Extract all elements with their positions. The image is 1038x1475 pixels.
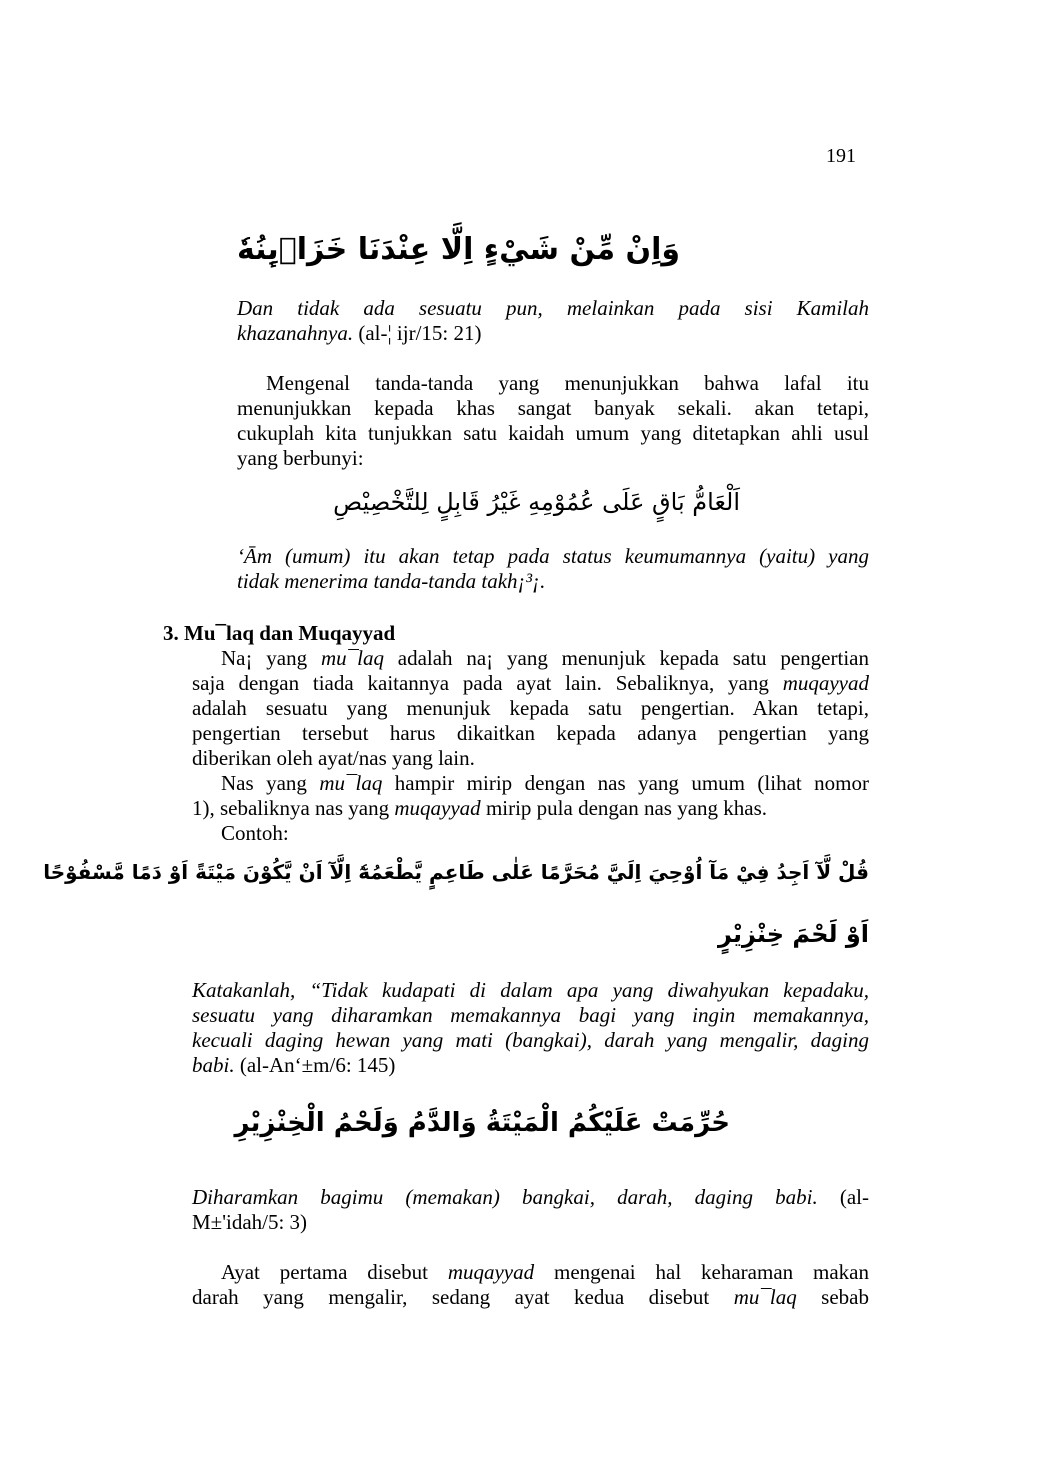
verse-2-arabic-line-1: قُلْ لَّآ اَجِدُ فِيْ مَآ اُوْحِيَ اِلَيَّ مُحَرَّمًا عَلٰى طَاعِمٍ يَّطْعَمُهٗٓ اِلَّآ اَنْ يَّكُوْنَ مَيْتَةً اَوْ دَمًا مَّسْفُوْحًا xyxy=(43,860,869,884)
term-mutlaq: mu¯laq xyxy=(319,771,383,795)
paragraph-line: pengertian tersebut harus dikaitkan kepada adanya pengertian yang xyxy=(192,721,869,745)
paragraph-line: adalah sesuatu yang menunjuk kepada satu pengertian. Akan tetapi, xyxy=(192,696,869,720)
text-run: hampir mirip dengan nas yang umum (lihat nomor xyxy=(382,771,870,795)
example-label: Contoh: xyxy=(221,821,289,845)
text-run: sebab xyxy=(796,1285,869,1309)
verse-1-translation xyxy=(237,296,869,346)
verse-2-reference: (al-An‘±m/6: 145) xyxy=(234,1053,396,1077)
term-muqayyad: muqayyad xyxy=(447,1260,535,1284)
verse-2-translation-line: sesuatu yang diharamkan memakannya bagi yang ingin memakannya, xyxy=(192,1003,869,1027)
paragraph-comparison xyxy=(192,771,869,846)
text-run: darah yang mengalir, sedang ayat kedua disebut xyxy=(192,1285,734,1309)
verse-2-translation-line: kecuali daging hewan yang mati (bangkai), darah yang mengalir, daging xyxy=(192,1028,869,1052)
term-muqayyad: muqayyad xyxy=(394,796,481,820)
term-muqayyad: muqayyad xyxy=(782,671,869,695)
verse-3-translation xyxy=(192,1185,869,1235)
rule-translation-line: tidak menerima tanda-tanda takh¡³¡. xyxy=(237,569,546,593)
paragraph-mutlaq-definition xyxy=(192,646,869,771)
paragraph-line: yang berbunyi: xyxy=(237,446,364,470)
text-run: mirip pula dengan nas yang khas. xyxy=(480,796,768,820)
text-run: Ayat pertama disebut xyxy=(221,1260,448,1284)
text-run: mengenai hal keharaman makan xyxy=(534,1260,869,1284)
verse-2-translation xyxy=(192,978,869,1078)
paragraph-conclusion xyxy=(192,1260,869,1310)
verse-2-arabic-line-2: اَوْ لَحْمَ خِنْزِيْرٍ xyxy=(718,920,869,948)
rule-translation-line: ‘Ām (umum) itu akan tetap pada status keumumannya (yaitu) yang xyxy=(237,544,869,568)
verse-1-translation-line: khazanahnya. xyxy=(237,321,354,345)
verse-2-translation-line: babi. xyxy=(192,1053,235,1077)
text-run: adalah na¡ yang menunjuk kepada satu pengertian xyxy=(383,646,869,670)
rule-translation xyxy=(237,544,869,594)
term-mutlaq: mu¯laq xyxy=(733,1285,797,1309)
paragraph-line: diberikan oleh ayat/nas yang lain. xyxy=(192,746,475,770)
text-run: saja dengan tiada kaitannya pada ayat lain. Sebaliknya, yang xyxy=(192,671,783,695)
paragraph-line: menunjukkan kepada khas sangat banyak sekali. akan tetapi, xyxy=(237,396,869,420)
verse-3-reference: M±'idah/5: 3) xyxy=(192,1210,308,1234)
text-run: 1), sebaliknya nas yang xyxy=(192,796,395,820)
verse-1-arabic: وَاِنْ مِّنْ شَيْءٍ اِلَّا عِنْدَنَا خَزَاۤىِٕنُهٗ xyxy=(236,232,680,267)
verse-3-reference: (al- xyxy=(817,1185,869,1209)
verse-3-arabic: حُرِّمَتْ عَلَيْكُمُ الْمَيْتَةُ وَالدَّمُ وَلَحْمُ الْخِنْزِيْرِ xyxy=(234,1108,730,1138)
text-run: Nas yang xyxy=(221,771,320,795)
paragraph-line: cukuplah kita tunjukkan satu kaidah umum yang ditetapkan ahli usul xyxy=(237,421,869,445)
rule-arabic: اَلْعَامُّ بَاقٍ عَلَى عُمُوْمِهِ غَيْرُ قَابِلٍ لِلتَّخْصِيْصِ xyxy=(333,488,740,516)
verse-3-translation-line: Diharamkan bagimu (memakan) bangkai, darah, daging babi. xyxy=(192,1185,818,1209)
page-number: 191 xyxy=(826,145,856,167)
paragraph-khas xyxy=(237,371,869,471)
text-run: Na¡ yang xyxy=(221,646,321,670)
verse-2-translation-line: Katakanlah, “Tidak kudapati di dalam apa yang diwahyukan kepadaku, xyxy=(192,978,869,1002)
verse-1-translation-line: Dan tidak ada sesuatu pun, melainkan pada sisi Kamilah xyxy=(237,296,869,320)
paragraph-line: Mengenal tanda-tanda yang menunjukkan bahwa lafal itu xyxy=(266,371,869,395)
term-mutlaq: mu¯laq xyxy=(320,646,384,670)
section-heading: 3. Mu¯laq dan Muqayyad xyxy=(163,621,396,645)
verse-1-reference: (al-¦ ijr/15: 21) xyxy=(353,321,482,345)
